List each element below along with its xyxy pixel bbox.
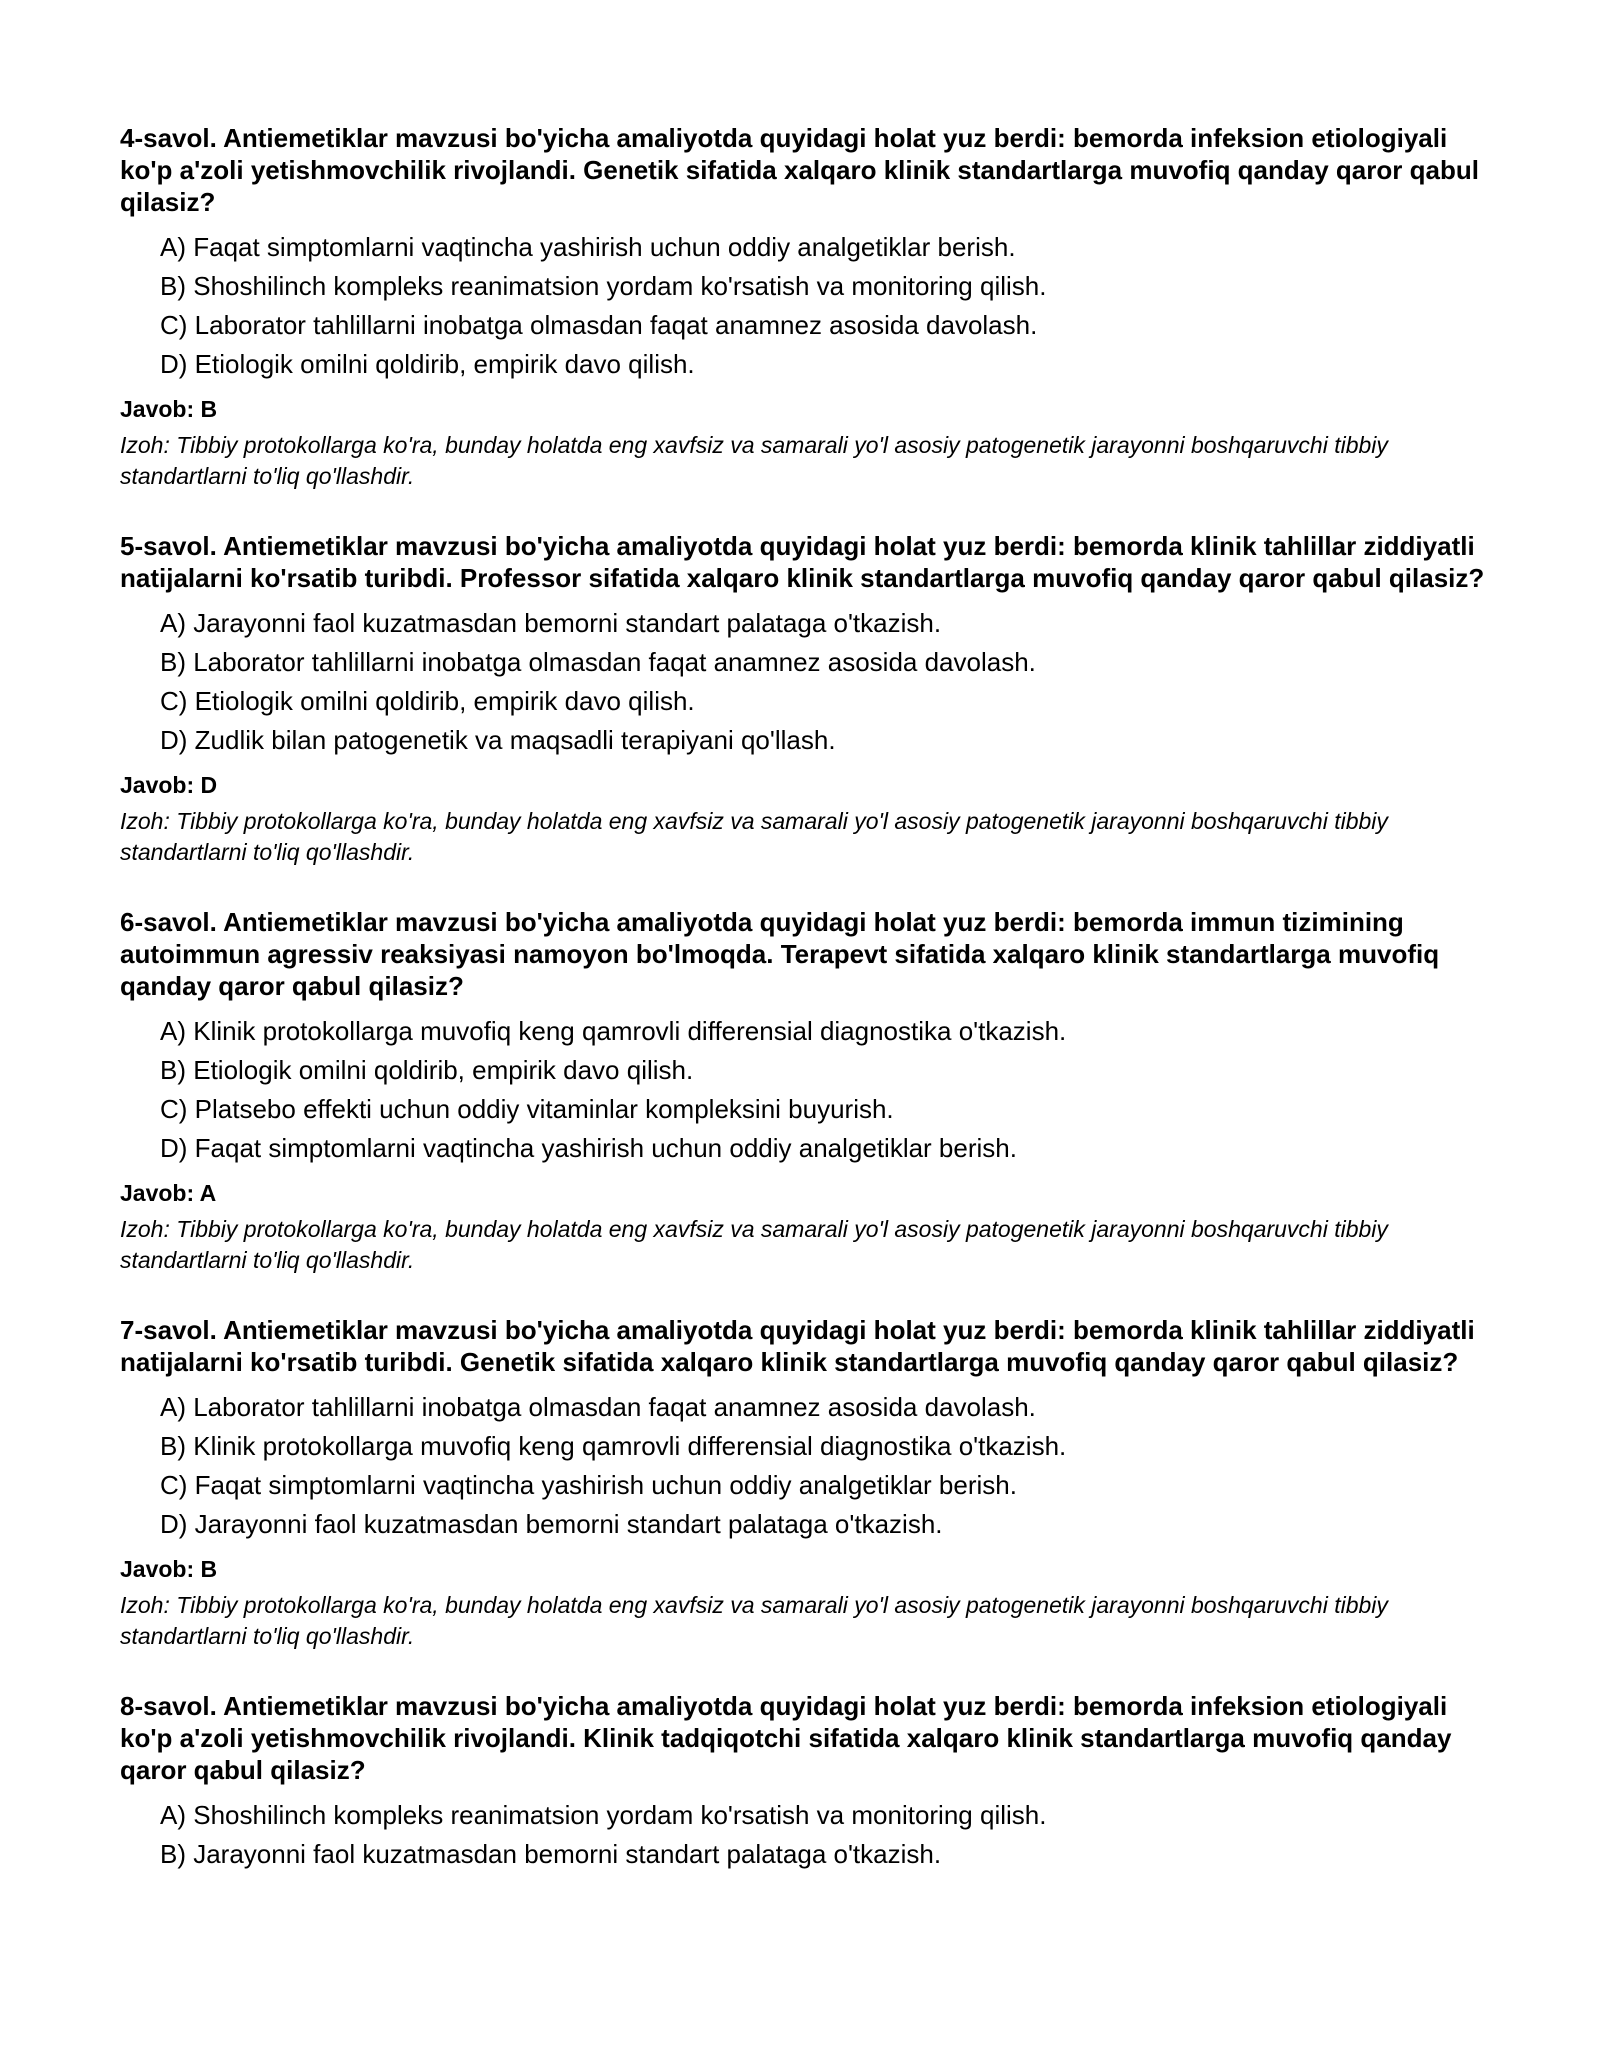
option-c: C) Etiologik omilni qoldirib, empirik davo qilish.	[160, 686, 695, 716]
option-a: A) Laborator tahlillarni inobatga olmasdan faqat anamnez asosida davolash.	[160, 1392, 1036, 1422]
option-a: A) Klinik protokollarga muvofiq keng qamrovli differensial diagnostika o'tkazish.	[160, 1016, 1067, 1046]
explanation-text: Izoh: Tibbiy protokollarga ko'ra, bunday holatda eng xavfsiz va samarali yo'l asosiy patogenetik jarayonni boshqaruvchi tibbiy standartlarni to'liq qo'llashdir.	[120, 432, 1388, 489]
option-a: A) Faqat simptomlarni vaqtincha yashirish uchun oddiy analgetiklar berish.	[160, 232, 1016, 262]
question-block	[120, 1690, 1490, 1874]
option-c: C) Faqat simptomlarni vaqtincha yashirish uchun oddiy analgetiklar berish.	[160, 1470, 1017, 1500]
option-a: A) Shoshilinch kompleks reanimatsion yordam ko'rsatish va monitoring qilish.	[160, 1800, 1047, 1830]
option-d: D) Etiologik omilni qoldirib, empirik davo qilish.	[160, 349, 695, 379]
question-title: 7-savol. Antiemetiklar mavzusi bo'yicha amaliyotda quyidagi holat yuz berdi: bemorda klinik tahlillar ziddiyatli natijalarni ko'rsatib turibdi. Genetik sifatida xalqaro klinik standartlarga muvofiq qanday qaror qabul qilasiz?	[120, 1315, 1475, 1377]
option-c: C) Laborator tahlillarni inobatga olmasdan faqat anamnez asosida davolash.	[160, 310, 1038, 340]
explanation-text: Izoh: Tibbiy protokollarga ko'ra, bunday holatda eng xavfsiz va samarali yo'l asosiy patogenetik jarayonni boshqaruvchi tibbiy standartlarni to'liq qo'llashdir.	[120, 1216, 1388, 1273]
option-c: C) Platsebo effekti uchun oddiy vitaminlar kompleksini buyurish.	[160, 1094, 894, 1124]
options-list	[160, 1012, 1490, 1168]
option-b: B) Klinik protokollarga muvofiq keng qamrovli differensial diagnostika o'tkazish.	[160, 1431, 1067, 1461]
answer-label: Javob: B	[120, 1556, 218, 1582]
option-b: B) Etiologik omilni qoldirib, empirik davo qilish.	[160, 1055, 694, 1085]
explanation-text: Izoh: Tibbiy protokollarga ko'ra, bunday holatda eng xavfsiz va samarali yo'l asosiy patogenetik jarayonni boshqaruvchi tibbiy standartlarni to'liq qo'llashdir.	[120, 1592, 1388, 1649]
option-b: B) Laborator tahlillarni inobatga olmasdan faqat anamnez asosida davolash.	[160, 647, 1036, 677]
option-b: B) Shoshilinch kompleks reanimatsion yordam ko'rsatish va monitoring qilish.	[160, 271, 1047, 301]
options-list	[160, 1388, 1490, 1544]
question-title: 6-savol. Antiemetiklar mavzusi bo'yicha amaliyotda quyidagi holat yuz berdi: bemorda immun tizimining autoimmun agressiv reaksiyasi namoyon bo'lmoqda. Terapevt sifatida xalqaro klinik standartlarga muvofiq qanday qaror qabul qilasiz?	[120, 907, 1440, 1001]
question-title: 8-savol. Antiemetiklar mavzusi bo'yicha amaliyotda quyidagi holat yuz berdi: bemorda infeksion etiologiyali ko'p a'zoli yetishmovchilik rivojlandi. Klinik tadqiqotchi sifatida xalqaro klinik standartlarga muvofiq qanday qaror qabul qilasiz?	[120, 1691, 1452, 1785]
answer-label: Javob: B	[120, 396, 218, 422]
question-title: 4-savol. Antiemetiklar mavzusi bo'yicha amaliyotda quyidagi holat yuz berdi: bemorda infeksion etiologiyali ko'p a'zoli yetishmovchilik rivojlandi. Genetik sifatida xalqaro klinik standartlarga muvofiq qanday qaror qabul qilasiz?	[120, 123, 1479, 217]
question-block	[120, 1314, 1490, 1652]
question-block	[120, 122, 1490, 492]
option-b: B) Jarayonni faol kuzatmasdan bemorni standart palataga o'tkazish.	[160, 1839, 942, 1869]
option-d: D) Jarayonni faol kuzatmasdan bemorni standart palataga o'tkazish.	[160, 1509, 943, 1539]
options-list	[160, 1796, 1490, 1874]
options-list	[160, 604, 1490, 760]
option-a: A) Jarayonni faol kuzatmasdan bemorni standart palataga o'tkazish.	[160, 608, 942, 638]
option-d: D) Zudlik bilan patogenetik va maqsadli terapiyani qo'llash.	[160, 725, 836, 755]
answer-label: Javob: D	[120, 772, 218, 798]
explanation-text: Izoh: Tibbiy protokollarga ko'ra, bunday holatda eng xavfsiz va samarali yo'l asosiy patogenetik jarayonni boshqaruvchi tibbiy standartlarni to'liq qo'llashdir.	[120, 808, 1388, 865]
document-page	[120, 122, 1490, 1912]
answer-label: Javob: A	[120, 1180, 217, 1206]
option-d: D) Faqat simptomlarni vaqtincha yashirish uchun oddiy analgetiklar berish.	[160, 1133, 1017, 1163]
options-list	[160, 228, 1490, 384]
question-title: 5-savol. Antiemetiklar mavzusi bo'yicha amaliyotda quyidagi holat yuz berdi: bemorda klinik tahlillar ziddiyatli natijalarni ko'rsatib turibdi. Professor sifatida xalqaro klinik standartlarga muvofiq qanday qaror qabul qilasiz?	[120, 531, 1485, 593]
question-block	[120, 906, 1490, 1276]
question-block	[120, 530, 1490, 868]
